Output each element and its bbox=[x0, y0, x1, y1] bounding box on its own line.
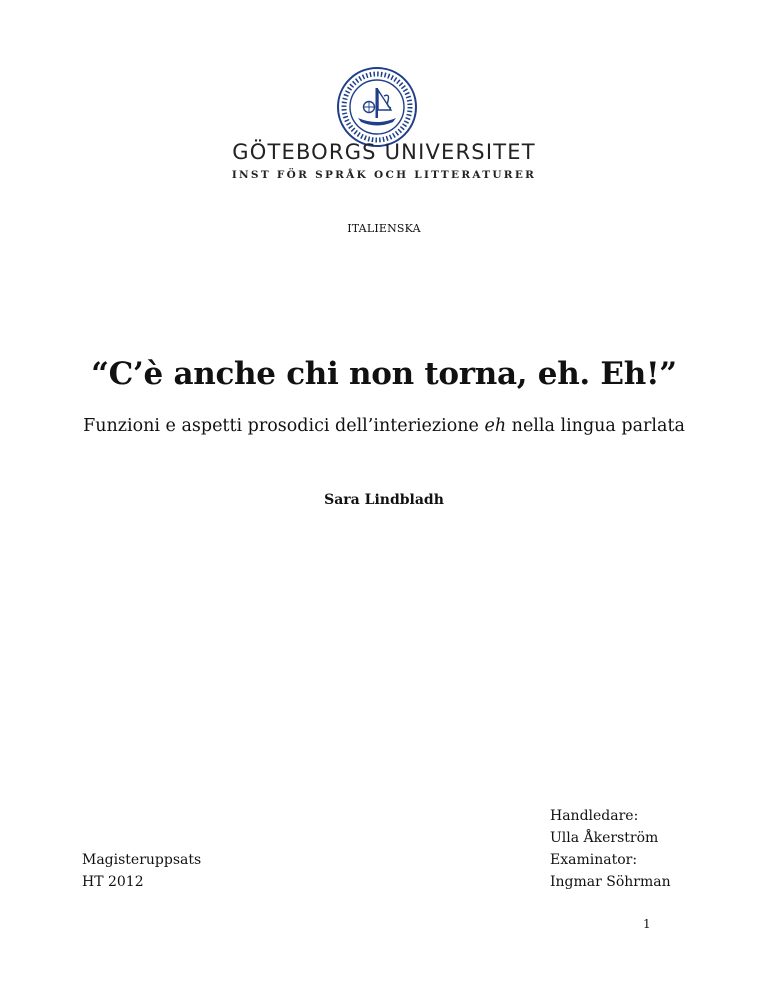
subject-label: ITALIENSKA bbox=[347, 222, 421, 235]
examiner-name: Ingmar Söhrman bbox=[550, 874, 671, 890]
university-logo bbox=[336, 66, 418, 148]
university-seal-icon bbox=[336, 66, 418, 148]
subtitle-emphasis: eh bbox=[484, 416, 507, 436]
thesis-type: Magisteruppsats bbox=[82, 852, 202, 868]
thesis-term: HT 2012 bbox=[82, 874, 144, 890]
examiner-label: Examinator: bbox=[550, 852, 638, 868]
subtitle-text-end: nella lingua parlata bbox=[506, 416, 685, 436]
institution-name: INST FÖR SPRÅK OCH LITTERATURER bbox=[231, 169, 537, 181]
page-number: 1 bbox=[643, 917, 651, 931]
subtitle-text-start: Funzioni e aspetti prosodici dell’interiezione bbox=[83, 416, 485, 436]
thesis-subtitle bbox=[80, 414, 688, 438]
supervisor-name: Ulla Åkerström bbox=[550, 830, 659, 846]
thesis-info bbox=[82, 849, 201, 893]
author-name: Sara Lindbladh bbox=[324, 492, 444, 508]
university-name: GÖTEBORGS UNIVERSITET bbox=[232, 140, 536, 164]
supervisor-label: Handledare: bbox=[550, 808, 639, 824]
thesis-title: “C’è anche chi non torna, eh. Eh!” bbox=[91, 356, 677, 392]
supervision-info bbox=[550, 805, 671, 893]
